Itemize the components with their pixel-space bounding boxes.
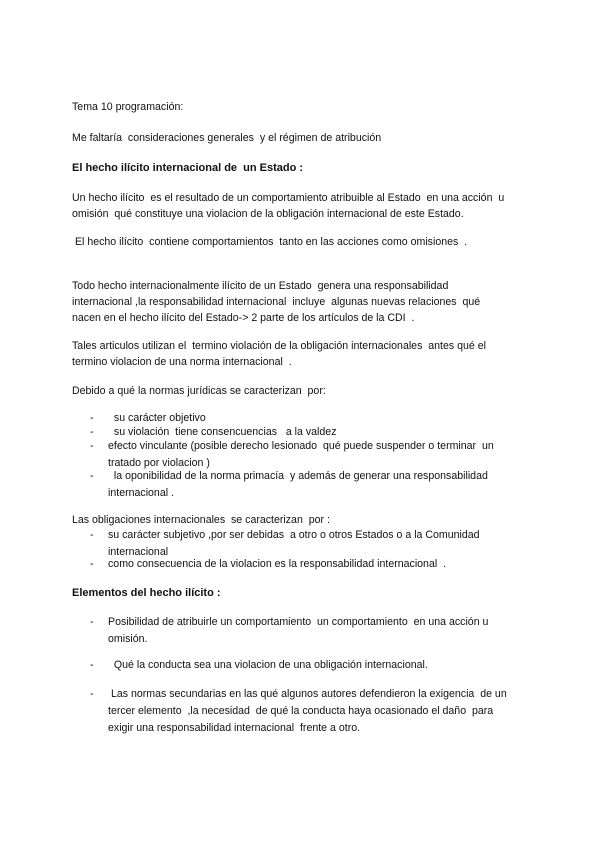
list-item-text: Posibilidad de atribuirle un comportamiento un comportamiento en una acción u omisión. xyxy=(108,616,489,645)
paragraph-6: Las obligaciones internacionales se caracterizan por : xyxy=(72,514,330,526)
list-item-text: la oponibilidad de la norma primacía y además de generar una responsabilidad internacional . xyxy=(108,470,488,499)
bullet-dash: - xyxy=(90,616,94,628)
paragraph-3-line-1: Todo hecho internacionalmente ilícito de un Estado genera una responsabilidad xyxy=(72,280,449,292)
bullet-dash: - xyxy=(90,470,94,482)
list-item-text: su violación tiene consencuencias a la valdez xyxy=(108,426,337,438)
bullet-dash: - xyxy=(90,688,94,700)
list-item-text: su carácter objetivo xyxy=(108,412,206,424)
bullet-dash: - xyxy=(90,412,94,424)
list-item-text: efecto vinculante (posible derecho lesionado qué puede suspender o terminar un tratado por violacion ) xyxy=(108,440,494,469)
list-item-text: como consecuencia de la violacion es la responsabilidad internacional . xyxy=(108,558,447,570)
paragraph-1-line-2: omisión qué constituye una violacion de la obligación internacional de este Estado. xyxy=(72,208,464,220)
paragraph-4-line-2: termino violacion de una norma internacional . xyxy=(72,356,292,368)
bullet-dash: - xyxy=(90,426,94,438)
note-line: Me faltaría consideraciones generales y el régimen de atribución xyxy=(72,132,382,144)
bullet-dash: - xyxy=(90,558,94,570)
bullet-dash: - xyxy=(90,659,94,671)
section-heading-hecho: El hecho ilícito internacional de un Estado : xyxy=(72,162,304,174)
paragraph-5: Debido a qué la normas jurídicas se caracterizan por: xyxy=(72,385,326,397)
paragraph-4-line-1: Tales articulos utilizan el termino violación de la obligación internacionales antes qué el xyxy=(72,340,486,352)
paragraph-3-line-3: nacen en el hecho ilícito del Estado-> 2 parte de los artículos de la CDI . xyxy=(72,312,415,324)
paragraph-1-line-1: Un hecho ilícito es el resultado de un comportamiento atribuible al Estado en una acción u xyxy=(72,192,505,204)
list-item-text: Qué la conducta sea una violacion de una obligación internacional. xyxy=(108,659,428,671)
paragraph-2: El hecho ilícito contiene comportamientos tanto en las acciones como omisiones . xyxy=(72,236,468,248)
bullet-dash: - xyxy=(90,440,94,452)
list-item-text: Las normas secundarias en las qué algunos autores defendieron la exigencia de un tercer elemento ,la necesidad de qué la conducta haya ocasionado el daño para exigir una responsabilidad internacional frente a otro. xyxy=(108,688,507,734)
list-item-text: su carácter subjetivo ,por ser debidas a otro o otros Estados o a la Comunidad internacional xyxy=(108,529,480,558)
paragraph-3-line-2: internacional ,la responsabilidad internacional incluye algunas nuevas relaciones qué xyxy=(72,296,481,308)
topic-line: Tema 10 programación: xyxy=(72,101,184,113)
section-heading-elementos: Elementos del hecho ilícito : xyxy=(72,587,221,599)
bullet-dash: - xyxy=(90,529,94,541)
